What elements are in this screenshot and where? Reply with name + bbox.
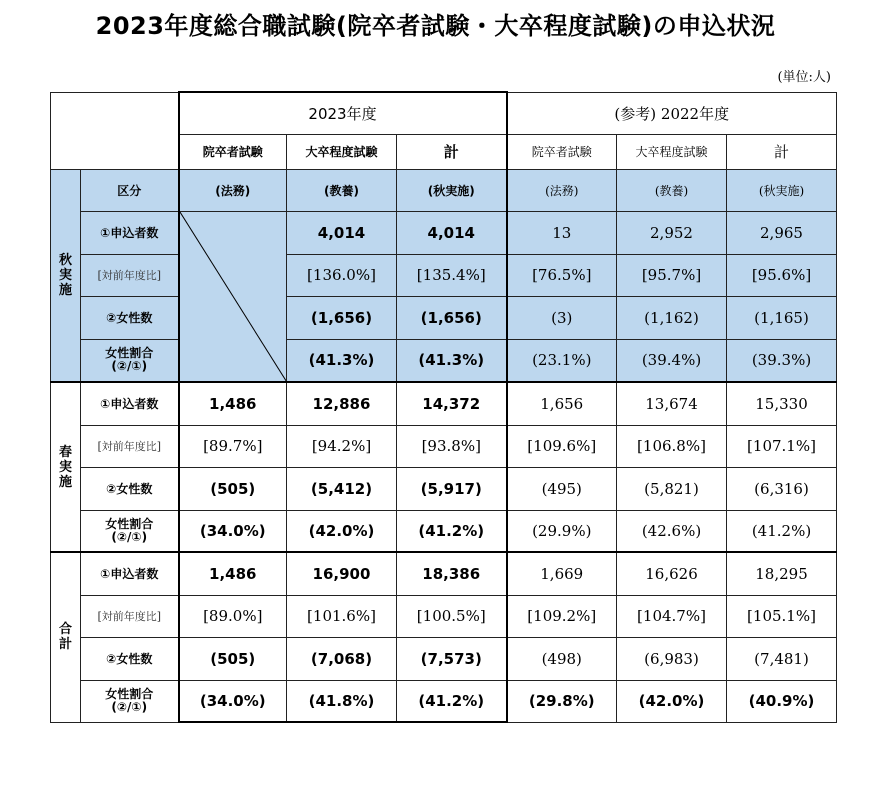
cell: (7,068) (287, 637, 397, 680)
ref-col-header-grad: 院卒者試験 (507, 134, 617, 169)
cell: (495) (507, 467, 617, 510)
row-label-women-pct (81, 680, 179, 722)
ref-col-header-univ: 大卒程度試験 (617, 134, 727, 169)
ku-label: 区分 (81, 169, 179, 211)
sub-grad: (法務) (179, 169, 287, 211)
col-header-grad: 院卒者試験 (179, 134, 287, 169)
row-label-applicants: ①申込者数 (81, 211, 179, 254)
cell: 2,965 (727, 211, 837, 254)
table-row (51, 467, 837, 510)
applications-table (50, 91, 837, 723)
cell: [100.5%] (397, 595, 507, 637)
row-label-ratio: [対前年度比] (81, 425, 179, 467)
cell: [76.5%] (507, 254, 617, 296)
ref-sub-total: (秋実施) (727, 169, 837, 211)
cell: (1,656) (397, 296, 507, 339)
cell: [136.0%] (287, 254, 397, 296)
cell: [105.1%] (727, 595, 837, 637)
table-row (51, 595, 837, 637)
table-row (51, 211, 837, 254)
women-pct-line1: 女性割合 (105, 346, 154, 361)
cell: 12,886 (287, 382, 397, 425)
cell: (39.3%) (727, 339, 837, 382)
cell: (29.8%) (507, 680, 617, 722)
cell: (7,481) (727, 637, 837, 680)
cell: 2,952 (617, 211, 727, 254)
cell: 1,486 (179, 382, 287, 425)
corner-cell (51, 92, 179, 169)
cell: 4,014 (397, 211, 507, 254)
cell: (5,917) (397, 467, 507, 510)
women-pct-line1: 女性割合 (105, 687, 154, 701)
table-row (51, 254, 837, 296)
section-label-spring (51, 382, 81, 552)
cell: (42.0%) (617, 680, 727, 722)
row-label-women-pct (81, 510, 179, 552)
row-label-women: ②女性数 (81, 467, 179, 510)
table-row (51, 339, 837, 382)
sub-univ: (教養) (287, 169, 397, 211)
row-label-applicants: ①申込者数 (81, 552, 179, 595)
cell: [109.2%] (507, 595, 617, 637)
section-label-text: 秋 実 施 (58, 252, 72, 298)
row-label-ratio: [対前年度比] (81, 595, 179, 637)
table-row (51, 552, 837, 595)
cell: [94.2%] (287, 425, 397, 467)
ref-col-header-total: 計 (727, 134, 837, 169)
cell: 16,900 (287, 552, 397, 595)
cell: 14,372 (397, 382, 507, 425)
ref-sub-grad: (法務) (507, 169, 617, 211)
diagonal-line (180, 212, 287, 382)
cell: [109.6%] (507, 425, 617, 467)
cell: (498) (507, 637, 617, 680)
cell: (6,983) (617, 637, 727, 680)
row-label-applicants: ①申込者数 (81, 382, 179, 425)
section-label-total (51, 552, 81, 722)
section-label-text: 合 計 (58, 622, 72, 653)
col-header-univ: 大卒程度試験 (287, 134, 397, 169)
col-header-total: 計 (397, 134, 507, 169)
cell: (3) (507, 296, 617, 339)
row-label-women: ②女性数 (81, 296, 179, 339)
table-row (51, 637, 837, 680)
cell: [104.7%] (617, 595, 727, 637)
ref-sub-univ: (教養) (617, 169, 727, 211)
cell: [95.7%] (617, 254, 727, 296)
cell: (41.2%) (397, 680, 507, 722)
cell: (5,821) (617, 467, 727, 510)
table-row (51, 510, 837, 552)
cell: (23.1%) (507, 339, 617, 382)
cell: [95.6%] (727, 254, 837, 296)
cell: (505) (179, 637, 287, 680)
row-label-ratio: [対前年度比] (81, 254, 179, 296)
cell: (41.3%) (287, 339, 397, 382)
cell: (39.4%) (617, 339, 727, 382)
cell: (34.0%) (179, 510, 287, 552)
cell: 16,626 (617, 552, 727, 595)
cell: 13,674 (617, 382, 727, 425)
cell: (41.2%) (397, 510, 507, 552)
cell: [101.6%] (287, 595, 397, 637)
women-pct-line2: (②/①) (111, 529, 148, 544)
women-pct-line2: (②/①) (111, 700, 148, 714)
cell: 4,014 (287, 211, 397, 254)
section-label-text: 春 実 施 (58, 444, 72, 490)
cell: (41.8%) (287, 680, 397, 722)
year-reference-header: (参考) 2022年度 (507, 92, 837, 134)
page-title: 2023年度総合職試験(院卒者試験・大卒程度試験)の申込状況 (95, 12, 776, 40)
unit-note: (単位:人) (777, 70, 831, 85)
cell: (1,656) (287, 296, 397, 339)
cell: (1,162) (617, 296, 727, 339)
row-label-women-pct (81, 339, 179, 382)
cell: 13 (507, 211, 617, 254)
cell: (7,573) (397, 637, 507, 680)
table-row (51, 296, 837, 339)
cell: (42.6%) (617, 510, 727, 552)
cell: (42.0%) (287, 510, 397, 552)
cell: (41.2%) (727, 510, 837, 552)
sub-total: (秋実施) (397, 169, 507, 211)
cell: (40.9%) (727, 680, 837, 722)
women-pct-line2: (②/①) (111, 359, 148, 374)
cell: [107.1%] (727, 425, 837, 467)
cell: 15,330 (727, 382, 837, 425)
cell: [106.8%] (617, 425, 727, 467)
cell: [135.4%] (397, 254, 507, 296)
row-label-women: ②女性数 (81, 637, 179, 680)
cell: 1,669 (507, 552, 617, 595)
cell: 18,386 (397, 552, 507, 595)
cell: [89.7%] (179, 425, 287, 467)
table-row (51, 425, 837, 467)
cell: (505) (179, 467, 287, 510)
cell: (1,165) (727, 296, 837, 339)
cell: 18,295 (727, 552, 837, 595)
year-current-header: 2023年度 (179, 92, 507, 134)
table-row (51, 382, 837, 425)
women-pct-line1: 女性割合 (105, 516, 154, 531)
cell: 1,656 (507, 382, 617, 425)
na-diagonal-cell (179, 211, 287, 382)
cell: 1,486 (179, 552, 287, 595)
cell: (41.3%) (397, 339, 507, 382)
table-row (51, 680, 837, 722)
section-label-autumn (51, 169, 81, 382)
cell: [93.8%] (397, 425, 507, 467)
cell: (29.9%) (507, 510, 617, 552)
cell: [89.0%] (179, 595, 287, 637)
cell: (34.0%) (179, 680, 287, 722)
cell: (5,412) (287, 467, 397, 510)
cell: (6,316) (727, 467, 837, 510)
